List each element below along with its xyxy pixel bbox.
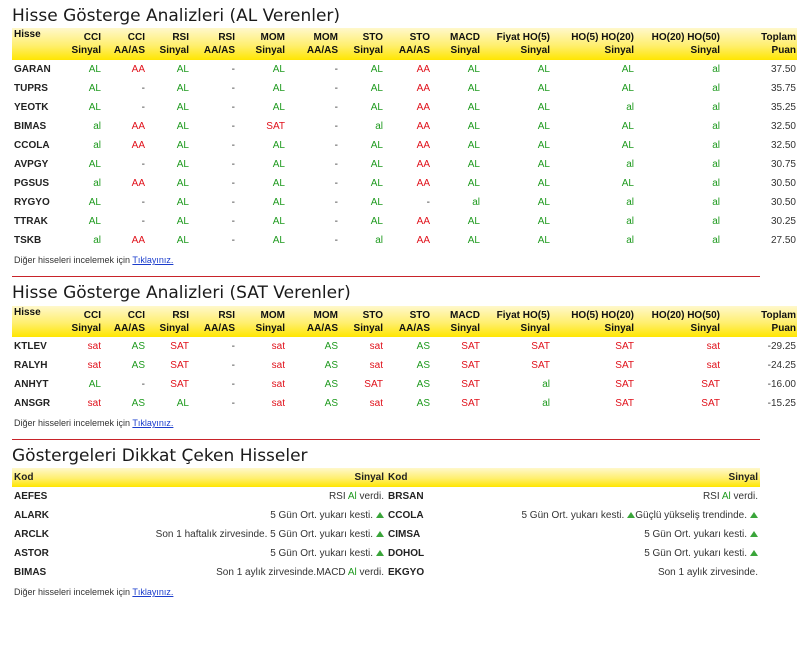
- al-row[interactable]: [12, 79, 797, 98]
- stock-code: AEFES: [14, 491, 48, 502]
- signal-cell: sat: [706, 360, 720, 371]
- al-col-header: RSI AA/AS: [190, 28, 236, 60]
- signal-cell: -: [141, 83, 145, 94]
- signal-cell: AL: [176, 398, 189, 409]
- signal-cell: AL: [537, 140, 550, 151]
- al-col-header: Hisse: [12, 28, 60, 60]
- signal-cell: al: [712, 140, 720, 151]
- al-section-title: Hisse Gösterge Analizleri (AL Verenler): [12, 6, 341, 26]
- stock-code: BIMAS: [14, 567, 47, 578]
- al-col-header: STO AA/AS: [384, 28, 431, 60]
- signal-cell: AL: [467, 64, 480, 75]
- stock-code: ARCLK: [14, 529, 49, 540]
- up-arrow-icon: [750, 550, 758, 556]
- signal-cell: al: [626, 197, 634, 208]
- signal-cell: SAT: [461, 379, 480, 390]
- signal-cell: AS: [416, 398, 430, 409]
- signal-message: 5 Gün Ort. yukarı kesti.: [644, 544, 758, 563]
- signal-cell: AA: [416, 121, 430, 132]
- signal-cell: al: [712, 121, 720, 132]
- signal-cell: SAT: [461, 360, 480, 371]
- total-score: 37.50: [770, 64, 796, 75]
- signal-cell: -: [334, 178, 338, 189]
- signal-cell: AL: [467, 121, 480, 132]
- signal-cell: al: [712, 235, 720, 246]
- signal-cell: AL: [537, 235, 550, 246]
- stock-code: CIMSA: [388, 529, 421, 540]
- signal-cell: AS: [324, 341, 338, 352]
- signal-cell: AL: [88, 159, 101, 170]
- notable-row: [12, 525, 760, 544]
- al-row[interactable]: [12, 231, 797, 250]
- total-score: -24.25: [767, 360, 796, 371]
- signal-cell: al: [542, 379, 550, 390]
- signal-cell: AL: [88, 83, 101, 94]
- signal-cell: AL: [537, 64, 550, 75]
- signal-cell: AL: [621, 64, 634, 75]
- signal-message: RSI Al verdi.: [328, 491, 384, 502]
- signal-cell: -: [334, 102, 338, 113]
- signal-cell: AL: [272, 216, 285, 227]
- signal-cell: SAT: [170, 360, 189, 371]
- signal-cell: AL: [272, 140, 285, 151]
- up-arrow-icon: [376, 531, 384, 537]
- signal-cell: AL: [621, 83, 634, 94]
- signal-cell: AL: [370, 197, 383, 208]
- signal-cell: AL: [272, 64, 285, 75]
- signal-cell: -: [334, 235, 338, 246]
- stock-code: RALYH: [14, 360, 48, 371]
- notable-more-link[interactable]: Tıklayınız.: [132, 587, 174, 597]
- signal-cell: AA: [416, 140, 430, 151]
- signal-cell: AL: [88, 102, 101, 113]
- signal-cell: AL: [621, 121, 634, 132]
- notable-row: [12, 563, 760, 582]
- total-score: 30.50: [770, 197, 796, 208]
- signal-cell: AL: [370, 216, 383, 227]
- signal-cell: SAT: [170, 379, 189, 390]
- signal-cell: AL: [537, 197, 550, 208]
- notable-section-title: Göstergeleri Dikkat Çeken Hisseler: [12, 446, 308, 466]
- sat-row[interactable]: [12, 394, 797, 413]
- sat-col-header: Hisse: [12, 306, 60, 337]
- sat-table: [12, 306, 797, 413]
- sat-row[interactable]: [12, 356, 797, 375]
- signal-cell: AL: [537, 121, 550, 132]
- al-more-line: Diğer hisseleri incelemek için Tıklayınız.: [14, 255, 174, 265]
- sat-col-header: CCI Sinyal: [60, 306, 102, 337]
- signal-cell: -: [231, 102, 235, 113]
- signal-cell: -: [231, 398, 235, 409]
- signal-message: RSI Al verdi.: [702, 491, 758, 502]
- signal-cell: al: [93, 178, 101, 189]
- signal-cell: SAT: [531, 360, 550, 371]
- signal-cell: -: [141, 159, 145, 170]
- up-arrow-icon: [376, 512, 384, 518]
- signal-cell: al: [712, 102, 720, 113]
- stock-code: ANSGR: [14, 398, 51, 409]
- signal-message: 5 Gün Ort. yukarı kesti. Güçlü yükseliş trendinde.: [521, 506, 758, 525]
- signal-cell: AS: [131, 398, 145, 409]
- total-score: 32.50: [770, 140, 796, 151]
- stock-code: DOHOL: [388, 548, 425, 559]
- stock-code: KTLEV: [14, 341, 47, 352]
- signal-cell: AA: [416, 159, 430, 170]
- sat-col-header: Toplam Puan: [721, 306, 797, 337]
- total-score: 30.25: [770, 216, 796, 227]
- al-col-header: MACD Sinyal: [431, 28, 481, 60]
- signal-cell: AL: [467, 235, 480, 246]
- signal-cell: -: [141, 197, 145, 208]
- signal-cell: SAT: [701, 398, 720, 409]
- signal-cell: SAT: [170, 341, 189, 352]
- al-col-header: CCI AA/AS: [102, 28, 146, 60]
- sat-col-header: RSI Sinyal: [146, 306, 190, 337]
- notable-section: [12, 440, 760, 608]
- sat-more-line: Diğer hisseleri incelemek için Tıklayınız.: [14, 418, 174, 428]
- signal-cell: -: [334, 140, 338, 151]
- sat-col-header: CCI AA/AS: [102, 306, 146, 337]
- signal-cell: -: [334, 197, 338, 208]
- signal-cell: AL: [370, 64, 383, 75]
- signal-cell: al: [712, 159, 720, 170]
- sat-col-header: HO(20) HO(50) Sinyal: [635, 306, 721, 337]
- signal-cell: al: [375, 235, 383, 246]
- signal-cell: AS: [131, 341, 145, 352]
- signal-cell: sat: [87, 398, 101, 409]
- signal-cell: al: [626, 235, 634, 246]
- signal-cell: SAT: [615, 379, 634, 390]
- sat-col-header: STO Sinyal: [339, 306, 384, 337]
- signal-cell: AL: [176, 121, 189, 132]
- signal-cell: AL: [176, 235, 189, 246]
- total-score: 35.75: [770, 83, 796, 94]
- signal-cell: AL: [537, 216, 550, 227]
- sat-col-header: STO AA/AS: [384, 306, 431, 337]
- signal-cell: AL: [272, 178, 285, 189]
- stock-code: TSKB: [14, 235, 42, 246]
- sat-more-link[interactable]: Tıklayınız.: [132, 418, 174, 428]
- total-score: 27.50: [770, 235, 796, 246]
- signal-cell: AS: [416, 379, 430, 390]
- signal-cell: al: [93, 235, 101, 246]
- al-more-link[interactable]: Tıklayınız.: [132, 255, 174, 265]
- sat-row[interactable]: [12, 337, 797, 356]
- signal-cell: -: [231, 360, 235, 371]
- al-row[interactable]: [12, 174, 797, 193]
- al-row[interactable]: [12, 117, 797, 136]
- stock-code: ANHYT: [14, 379, 49, 390]
- signal-cell: AL: [272, 102, 285, 113]
- signal-message: Son 1 haftalık zirvesinde. 5 Gün Ort. yukarı kesti.: [156, 525, 384, 544]
- signal-cell: AA: [416, 64, 430, 75]
- signal-cell: -: [334, 83, 338, 94]
- al-col-header: RSI Sinyal: [146, 28, 190, 60]
- notable-row: [12, 487, 760, 506]
- signal-cell: SAT: [615, 398, 634, 409]
- sat-row[interactable]: [12, 375, 797, 394]
- signal-cell: AL: [88, 379, 101, 390]
- signal-cell: sat: [271, 360, 285, 371]
- signal-cell: al: [472, 197, 480, 208]
- up-arrow-icon: [750, 531, 758, 537]
- signal-cell: -: [231, 216, 235, 227]
- notable-item[interactable]: [12, 487, 386, 506]
- notable-item[interactable]: [386, 525, 760, 544]
- signal-cell: al: [626, 159, 634, 170]
- total-score: -29.25: [767, 341, 796, 352]
- stock-code: TUPRS: [14, 83, 48, 94]
- signal-cell: AL: [176, 140, 189, 151]
- signal-cell: sat: [87, 360, 101, 371]
- signal-cell: AA: [416, 235, 430, 246]
- notable-item[interactable]: [386, 563, 760, 582]
- signal-cell: sat: [87, 341, 101, 352]
- signal-cell: AL: [370, 159, 383, 170]
- stock-code: ASTOR: [14, 548, 49, 559]
- stock-code: TTRAK: [14, 216, 48, 227]
- al-col-header: Toplam Puan: [721, 28, 797, 60]
- signal-cell: al: [93, 140, 101, 151]
- signal-cell: AL: [467, 159, 480, 170]
- signal-cell: al: [712, 216, 720, 227]
- signal-cell: al: [712, 64, 720, 75]
- al-row[interactable]: [12, 212, 797, 231]
- stock-code: RYGYO: [14, 197, 50, 208]
- signal-cell: al: [375, 121, 383, 132]
- signal-cell: AL: [467, 216, 480, 227]
- al-col-header: HO(5) HO(20) Sinyal: [551, 28, 635, 60]
- notable-row: [12, 544, 760, 563]
- al-col-header: STO Sinyal: [339, 28, 384, 60]
- signal-cell: -: [231, 235, 235, 246]
- signal-cell: AL: [537, 178, 550, 189]
- signal-cell: sat: [271, 398, 285, 409]
- sat-section-title: Hisse Gösterge Analizleri (SAT Verenler): [12, 283, 351, 303]
- signal-cell: AA: [131, 178, 145, 189]
- signal-cell: SAT: [461, 341, 480, 352]
- signal-cell: al: [626, 102, 634, 113]
- signal-cell: AL: [176, 83, 189, 94]
- signal-cell: -: [231, 197, 235, 208]
- notable-header: Kod Sinyal Kod Sinyal: [12, 468, 760, 487]
- al-col-header: Fiyat HO(5) Sinyal: [481, 28, 551, 60]
- signal-cell: -: [231, 121, 235, 132]
- sat-col-header: MACD Sinyal: [431, 306, 481, 337]
- signal-cell: -: [141, 102, 145, 113]
- signal-cell: -: [231, 379, 235, 390]
- signal-cell: AS: [324, 360, 338, 371]
- signal-cell: -: [231, 159, 235, 170]
- notable-item[interactable]: [12, 525, 386, 544]
- signal-message: Son 1 aylık zirvesinde.MACD Al verdi.: [216, 567, 384, 578]
- signal-cell: AA: [416, 83, 430, 94]
- signal-cell: AA: [416, 216, 430, 227]
- signal-cell: -: [334, 121, 338, 132]
- signal-cell: AS: [324, 398, 338, 409]
- signal-cell: sat: [271, 379, 285, 390]
- signal-cell: AS: [324, 379, 338, 390]
- signal-cell: AL: [88, 216, 101, 227]
- signal-cell: sat: [369, 341, 383, 352]
- signal-cell: -: [334, 64, 338, 75]
- signal-cell: AL: [88, 197, 101, 208]
- signal-cell: AL: [176, 64, 189, 75]
- signal-message: 5 Gün Ort. yukarı kesti.: [644, 525, 758, 544]
- signal-cell: AA: [131, 64, 145, 75]
- notable-item[interactable]: [386, 544, 760, 563]
- sat-col-header: MOM AA/AS: [286, 306, 339, 337]
- signal-cell: al: [626, 216, 634, 227]
- notable-item[interactable]: [386, 506, 760, 525]
- stock-code: BIMAS: [14, 121, 47, 132]
- signal-cell: al: [712, 83, 720, 94]
- al-table: [12, 28, 797, 250]
- signal-cell: -: [334, 159, 338, 170]
- up-arrow-icon: [750, 512, 758, 518]
- signal-cell: AL: [272, 159, 285, 170]
- notable-item[interactable]: [386, 487, 760, 506]
- signal-cell: AL: [537, 83, 550, 94]
- signal-message: 5 Gün Ort. yukarı kesti.: [270, 506, 384, 525]
- al-section: [12, 0, 796, 277]
- al-row[interactable]: [12, 60, 797, 79]
- al-col-header: MOM Sinyal: [236, 28, 286, 60]
- signal-cell: AS: [416, 341, 430, 352]
- al-col-header: HO(20) HO(50) Sinyal: [635, 28, 721, 60]
- signal-cell: SAT: [615, 341, 634, 352]
- signal-cell: AA: [131, 140, 145, 151]
- total-score: -16.00: [767, 379, 796, 390]
- stock-code: EKGYO: [388, 567, 425, 578]
- signal-cell: SAT: [266, 121, 285, 132]
- stock-code: AVPGY: [14, 159, 49, 170]
- signal-cell: AA: [416, 102, 430, 113]
- signal-cell: AL: [537, 159, 550, 170]
- signal-cell: al: [712, 197, 720, 208]
- signal-cell: al: [93, 121, 101, 132]
- stock-code: CCOLA: [14, 140, 50, 151]
- signal-cell: SAT: [461, 398, 480, 409]
- signal-cell: al: [542, 398, 550, 409]
- total-score: -15.25: [767, 398, 796, 409]
- al-col-header: CCI Sinyal: [60, 28, 102, 60]
- notable-more-line: Diğer hisseleri incelemek için Tıklayınız.: [14, 587, 174, 597]
- signal-cell: -: [231, 64, 235, 75]
- stock-code: YEOTK: [14, 102, 49, 113]
- signal-cell: AL: [537, 102, 550, 113]
- sat-col-header: MOM Sinyal: [236, 306, 286, 337]
- signal-cell: sat: [706, 341, 720, 352]
- signal-cell: -: [231, 83, 235, 94]
- signal-cell: al: [712, 178, 720, 189]
- signal-message: 5 Gün Ort. yukarı kesti.: [270, 544, 384, 563]
- signal-cell: AL: [370, 83, 383, 94]
- signal-cell: AL: [621, 140, 634, 151]
- signal-cell: AA: [416, 178, 430, 189]
- signal-cell: AL: [621, 178, 634, 189]
- al-row[interactable]: [12, 155, 797, 174]
- signal-message: Son 1 aylık zirvesinde.: [657, 567, 758, 578]
- stock-code: ALARK: [14, 510, 49, 521]
- signal-cell: AL: [88, 64, 101, 75]
- signal-cell: sat: [369, 398, 383, 409]
- signal-cell: AL: [272, 235, 285, 246]
- notable-row: [12, 506, 760, 525]
- signal-cell: sat: [271, 341, 285, 352]
- sat-section: [12, 277, 796, 440]
- al-col-header: MOM AA/AS: [286, 28, 339, 60]
- signal-cell: AA: [131, 235, 145, 246]
- signal-cell: AL: [176, 102, 189, 113]
- sat-col-header: RSI AA/AS: [190, 306, 236, 337]
- signal-cell: AL: [176, 159, 189, 170]
- signal-cell: AL: [176, 197, 189, 208]
- signal-cell: -: [231, 341, 235, 352]
- signal-cell: AL: [370, 140, 383, 151]
- signal-cell: -: [231, 178, 235, 189]
- up-arrow-icon: [376, 550, 384, 556]
- signal-cell: AL: [467, 140, 480, 151]
- signal-cell: AL: [176, 178, 189, 189]
- signal-cell: AL: [467, 83, 480, 94]
- signal-cell: AS: [131, 360, 145, 371]
- stock-code: BRSAN: [388, 491, 424, 502]
- signal-cell: AL: [370, 102, 383, 113]
- signal-cell: SAT: [615, 360, 634, 371]
- total-score: 35.25: [770, 102, 796, 113]
- signal-cell: -: [141, 379, 145, 390]
- stock-code: CCOLA: [388, 510, 424, 521]
- signal-cell: AS: [416, 360, 430, 371]
- al-row[interactable]: [12, 136, 797, 155]
- signal-cell: -: [141, 216, 145, 227]
- signal-cell: SAT: [701, 379, 720, 390]
- signal-cell: AL: [272, 197, 285, 208]
- signal-cell: sat: [369, 360, 383, 371]
- signal-cell: AL: [272, 83, 285, 94]
- sat-col-header: Fiyat HO(5) Sinyal: [481, 306, 551, 337]
- sat-col-header: HO(5) HO(20) Sinyal: [551, 306, 635, 337]
- signal-cell: AL: [370, 178, 383, 189]
- signal-cell: AL: [467, 102, 480, 113]
- signal-cell: AA: [131, 121, 145, 132]
- total-score: 30.75: [770, 159, 796, 170]
- total-score: 30.50: [770, 178, 796, 189]
- signal-cell: -: [334, 216, 338, 227]
- signal-cell: -: [426, 197, 430, 208]
- signal-cell: SAT: [531, 341, 550, 352]
- signal-cell: AL: [467, 178, 480, 189]
- stock-code: PGSUS: [14, 178, 50, 189]
- signal-cell: -: [231, 140, 235, 151]
- stock-code: GARAN: [14, 64, 51, 75]
- signal-cell: SAT: [364, 379, 383, 390]
- notable-item[interactable]: [12, 506, 386, 525]
- notable-item[interactable]: [12, 563, 386, 582]
- notable-item[interactable]: [12, 544, 386, 563]
- al-row[interactable]: [12, 193, 797, 212]
- notable-list: [12, 487, 760, 582]
- total-score: 32.50: [770, 121, 796, 132]
- signal-cell: AL: [176, 216, 189, 227]
- al-row[interactable]: [12, 98, 797, 117]
